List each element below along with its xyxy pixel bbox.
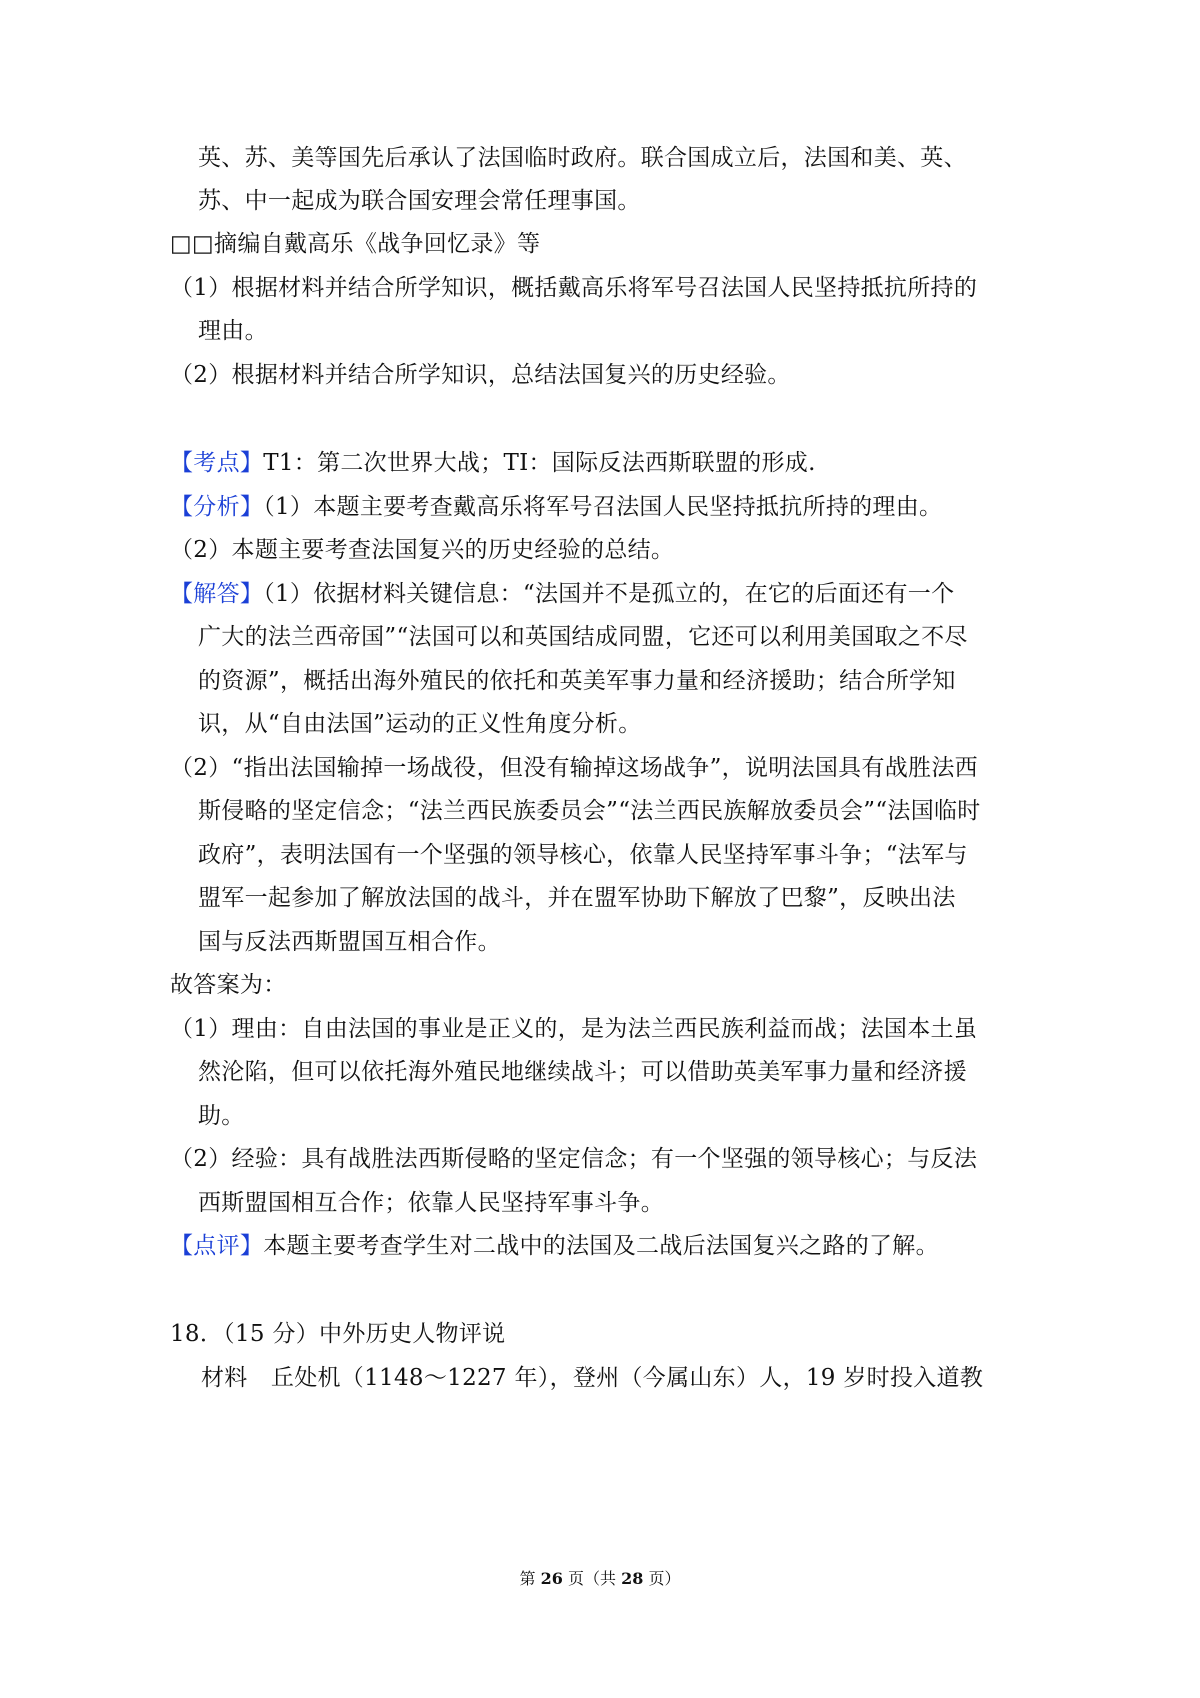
footer-middle: 页（共 [562,1569,622,1588]
dianping-line [170,1231,939,1261]
kaodian-tag: 【考点】 [170,450,264,476]
dianping-tag: 【点评】 [170,1233,264,1259]
jieda-line: 广大的法兰西帝国”“法国可以和英国结成同盟，它还可以利用美国取之不尽 [198,624,968,650]
jieda-line: 斯侵略的坚定信念；“法兰西民族委员会”“法兰西民族解放委员会”“法国临时 [198,798,981,824]
jieda-text: （1）依据材料关键信息：“法国并不是孤立的，在它的后面还有一个 [263,581,955,607]
answer-line: 西斯盟国相互合作；依靠人民坚持军事斗争。 [198,1190,664,1216]
question-18-material: 材料 丘处机（1148～1227 年），登州（今属山东）人，19 岁时投入道教 [201,1365,984,1391]
jieda-tag: 【解答】 [170,581,264,607]
material-line: 英、苏、美等国先后承认了法国临时政府。联合国成立后，法国和美、英、 [198,145,967,171]
kaodian-text: T1：第二次世界大战；TI：国际反法西斯联盟的形成. [263,450,816,476]
jieda-line [170,579,954,609]
question-1-cont: 理由。 [198,318,268,344]
footer-suffix: 页） [643,1569,681,1588]
footer-page-number: 26 [540,1569,563,1588]
answer-line: 然沦陷，但可以依托海外殖民地继续战斗；可以借助英美军事力量和经济援 [198,1059,967,1085]
jieda-line: 盟军一起参加了解放法国的战斗，并在盟军协助下解放了巴黎”，反映出法 [198,885,956,911]
footer-total-pages: 28 [621,1569,644,1588]
question-1: （1）根据材料并结合所学知识，概括戴高乐将军号召法国人民坚持抵抗所持的 [170,275,978,301]
jieda-line: （2）“指出法国输掉一场战役，但没有输掉这场战争”，说明法国具有战胜法西 [170,755,978,781]
jieda-line: 国与反法西斯盟国互相合作。 [198,929,501,955]
material-line: 苏、中一起成为联合国安理会常任理事国。 [198,188,641,214]
material-source: □□摘编自戴高乐《战争回忆录》等 [170,231,541,257]
jieda-line: 政府”，表明法国有一个坚强的领导核心，依靠人民坚持军事斗争；“法军与 [198,842,968,868]
page-footer [0,1568,1200,1590]
answer-line: （1）理由：自由法国的事业是正义的，是为法兰西民族利益而战；法国本土虽 [170,1016,978,1042]
answer-intro: 故答案为： [170,972,287,998]
fenxi-line-2: （2）本题主要考查法国复兴的历史经验的总结。 [170,537,675,563]
fenxi-text: （1）本题主要考查戴高乐将军号召法国人民坚持抵抗所持的理由。 [263,494,943,520]
answer-line: （2）经验：具有战胜法西斯侵略的坚定信念；有一个坚强的领导核心；与反法 [170,1146,978,1172]
kaodian-line [170,448,816,478]
dianping-text: 本题主要考查学生对二战中的法国及二战后法国复兴之路的了解。 [263,1233,939,1259]
question-2: （2）根据材料并结合所学知识，总结法国复兴的历史经验。 [170,362,791,388]
jieda-line: 识，从“自由法国”运动的正义性角度分析。 [198,711,642,737]
jieda-line: 的资源”，概括出海外殖民的依托和英美军事力量和经济援助；结合所学知 [198,668,956,694]
answer-line: 助。 [198,1103,245,1129]
fenxi-tag: 【分析】 [170,494,264,520]
question-18-title: 18．（15 分）中外历史人物评说 [170,1321,506,1347]
footer-prefix: 第 [519,1569,541,1588]
fenxi-line [170,492,942,522]
